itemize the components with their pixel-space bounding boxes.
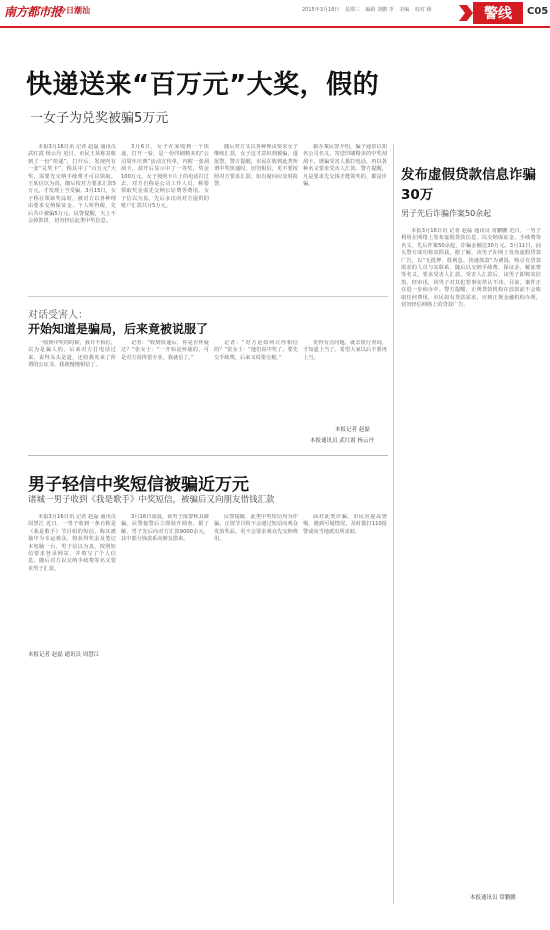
bottom-paragraph-4: 面对此类诈骗，市民应提高警惕，遇到可疑情况，及时拨打110报警或向当地派出所求助。 [303, 514, 387, 535]
interview-kicker: 对话受害人： [28, 310, 88, 321]
issue-meta [302, 6, 435, 13]
lead-headline: 快递送来“百万元”大奖，假的 [26, 70, 380, 100]
meta-editor: 编辑 刘鹏 李 [365, 7, 394, 13]
bottom-column-4 [303, 514, 387, 644]
interview-title: 开始知道是骗局，后来竟被说服了 [28, 322, 209, 336]
interview-paragraph-4: 觉得有点问题，就去银行查询，才知道上当了。希望大家以后不要再上当。 [303, 340, 387, 361]
interview-column-3 [214, 340, 298, 450]
interview-paragraph-2: 记者：“收到快递后，你是否怀疑过？”张女士：“一开始是怀疑的，可是对方说得很专业，我就信了。” [121, 340, 209, 361]
meta-designer: 美编 [399, 7, 410, 13]
lead-paragraph-3: 随后对方又以各种理由要求女子继续汇款，女子这才意识到被骗，遂报警。警方提醒，市民在收到此类所谓中奖快递时，切勿相信，更不要按照对方要求汇款，如有疑问应及时报警。 [214, 144, 298, 188]
bottom-paragraph-3: 民警提醒，此类中奖短信均为诈骗，正规节目组不会通过短信向观众发放奖品，更不会要求观众先交纳费用。 [214, 514, 298, 543]
side-subhead: 男子先后诈骗作案50余起 [401, 209, 492, 218]
lead-column-1 [28, 144, 116, 296]
lead-divider [28, 296, 388, 297]
lead-paragraph-2: 3月6日，女子在家收到一个快递，打开一看，是一份印刷精美的“公司周年庆典”活动宣传单，内附一张刮刮卡，刮开后显示中了一等奖，奖金100万元。女子按照卡片上的电话打过去，对方自称是公司工作人员，称要领取奖金需先交纳公证费等费用。女子信以为真，先后多次向对方提供的账户汇款共计5万元。 [121, 144, 209, 210]
interview-paragraph-3: 记者：“对方是如何让你相信的？”张女士：“他们说中奖了，要先交手续费，后来又说要交税。” [214, 340, 298, 361]
side-credit: 本报通讯员 常鹏鹏 [470, 895, 516, 901]
interview-credit: 本报记者 赵磊 [335, 427, 370, 433]
bottom-credit: 本报记者 赵磊 通讯员 周慧江 [28, 652, 100, 658]
bottom-column-1 [28, 514, 116, 644]
page-header [0, 0, 550, 26]
lead-column-2 [121, 144, 209, 296]
bottom-paragraph-2: 3月16日凌晨，该男子报警称其被骗。民警接警后立即展开调查。据了解，男子先后向对方汇款9000余元，其中部分钱款系向朋友借来。 [121, 514, 209, 543]
section-name: 今日潮汕 [58, 6, 90, 15]
chevron-right-icon [459, 5, 473, 21]
lead-subhead: 一女子为兑奖被骗5万元 [30, 111, 169, 126]
meta-date: 2015年3月18日 [302, 7, 340, 13]
interview-paragraph-1: 一收到中奖的时候，我并不相信，以为是骗人的，后来对方打电话过来，说得头头是道，还给我发来了所谓的公证书，我就慢慢相信了。 [28, 340, 116, 369]
lead-column-3 [214, 144, 298, 296]
meta-weekday: 星期三 [344, 7, 360, 13]
bottom-column-3 [214, 514, 298, 644]
column-divider [393, 144, 394, 904]
interview-column-2 [121, 340, 209, 450]
bottom-divider [28, 455, 388, 456]
bottom-paragraph-1: 本报3月16日讯 记者 赵磊 通讯员 周慧江 近日，一男子收到一条自称是《我是歌手》节目组的短信，称其被抽中为幸运观众，将获得奖金及笔记本电脑一台。男子信以为真，按照短信要求登录网站，并填写了个人信息。随后对方以交纳手续费等名义要求男子汇款。 [28, 514, 116, 572]
newspaper-logo: 南方都市报 [4, 5, 62, 19]
meta-proof: 校对 杨 [414, 7, 432, 13]
lead-paragraph-4: 据办案民警介绍，骗子通常以知名公司名义，寄送印刷精美的中奖刮刮卡，诱骗受害人拨打电话，再以各种名义要求受害人汇款。警方提醒，凡是要求先交钱才能领奖的，都是诈骗。 [303, 144, 387, 188]
interview-credit-2: 本报通讯员 武红霞 杨云丹 [310, 438, 374, 444]
section-badge: 警线 [473, 2, 523, 24]
bottom-subhead: 诸城一男子收到《我是歌手》中奖短信，被骗后又向朋友借钱汇款 [28, 495, 275, 505]
side-headline: 发布虚假贷款信息诈骗30万 [401, 167, 536, 203]
interview-column-1 [28, 340, 116, 450]
header-rule [0, 26, 550, 28]
side-column [401, 228, 541, 888]
side-paragraph: 本报3月16日讯 记者 赵磊 通讯员 常鹏鹏 近日，一男子利用在网络上发布虚假贷款信息，以交纳保证金、手续费等名义，先后作案50余起，诈骗金额达30万元。3月11日，汕头警方成功将其抓获。据了解，该男子在网上发布虚假贷款广告，以“无抵押、低利息、快速放款”为诱饵，吸引有贷款需求的人员与其联系，随后以交纳手续费、保证金、解冻费等名义，要求受害人汇款。受害人汇款后，该男子即将其拉黑。经审讯，该男子对其犯罪事实供认不讳。目前，案件正在进一步侦办中。警方提醒，正规贷款机构在放款前不会收取任何费用，市民如有贷款需求，应到正规金融机构办理，切勿轻信网络上的贷款广告。 [401, 228, 541, 309]
lead-column-4 [303, 144, 387, 296]
bottom-column-2 [121, 514, 209, 644]
lead-paragraph-1: 本报3月16日讯 记者 赵磊 通讯员 武红霞 杨云丹 近日，市民王某称其收到了一份“快递”，打开后，发现内有一张“兑奖卡”，称其中了“百万元”大奖，需要先交纳手续费才可以领取。王某信以为真，随后按对方要求汇款5万元，才发现上当受骗。3月15日，女子称在领取奖品时，被对方以各种理由要求交纳保证金、个人所得税，先后共计被骗5万元。民警提醒，天上不会掉馅饼，切勿轻信此类中奖信息。 [28, 144, 116, 225]
page-number: C05 [527, 6, 549, 17]
bottom-headline: 男子轻信中奖短信被骗近万元 [28, 475, 249, 495]
interview-column-4 [303, 340, 387, 414]
